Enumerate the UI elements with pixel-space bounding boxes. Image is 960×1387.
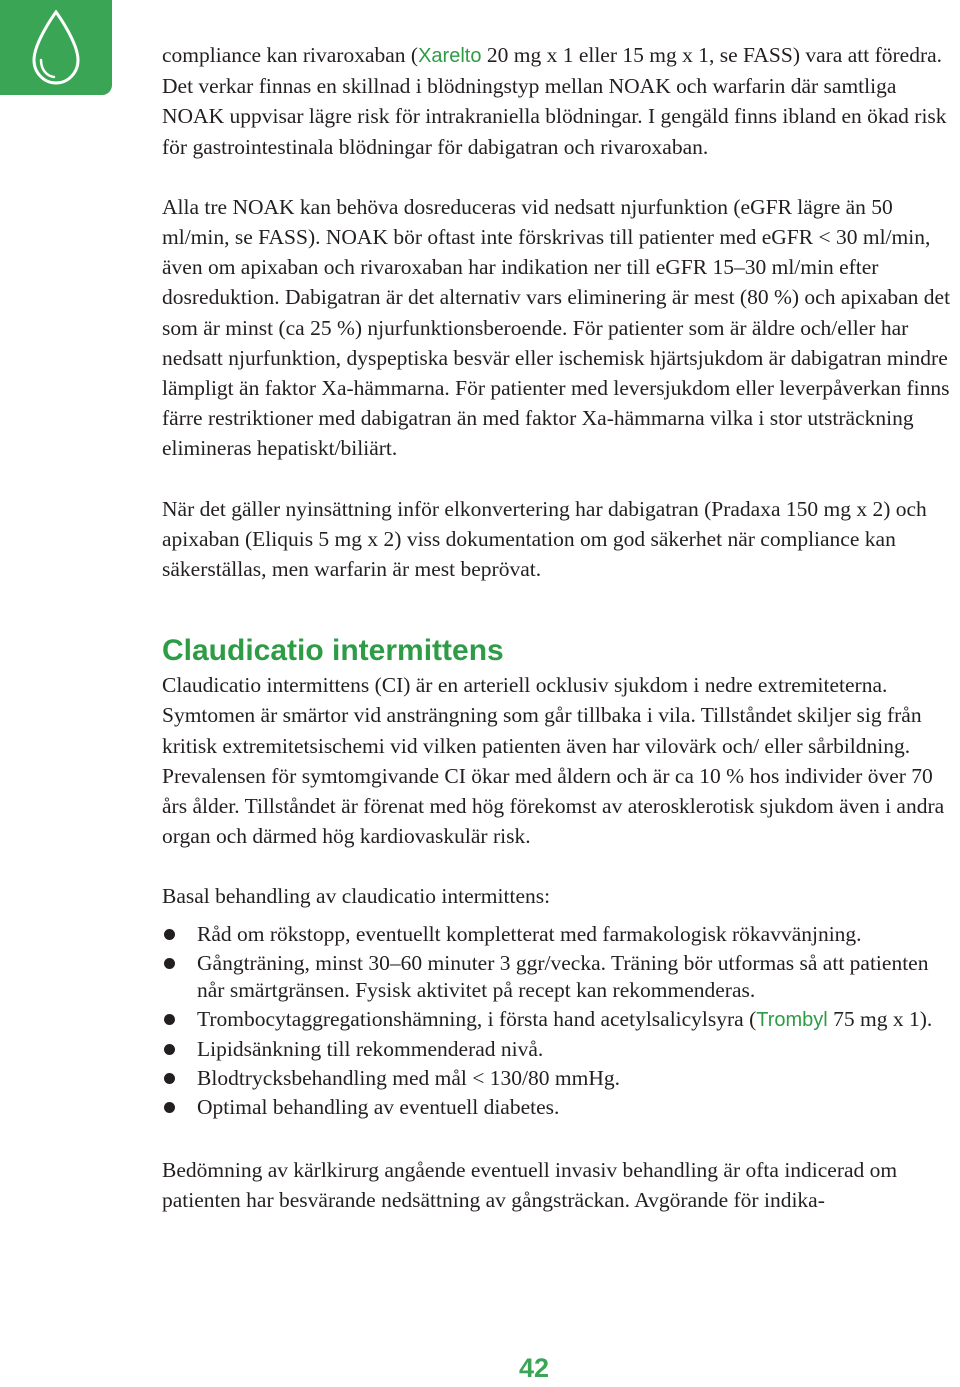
brand-name-xarelto: Xarelto: [418, 45, 482, 67]
paragraph-closing: Bedömning av kärlkirurg angående eventuell invasiv behandling är ofta indicerad om patienten har besvärande nedsättning av gångsträckan. Avgörande för indika-: [162, 1157, 898, 1212]
bullet-icon: [164, 1073, 175, 1084]
bullet-icon: [164, 1014, 175, 1025]
page-content: [162, 40, 954, 1215]
list-item: Optimal behandling av eventuell diabetes.: [162, 1094, 954, 1121]
bullet-icon: [164, 1102, 175, 1113]
bullet-icon: [164, 929, 175, 940]
list-item: Råd om rökstopp, eventuellt kompletterat med farmakologisk rökavvänjning.: [162, 921, 954, 948]
bullet-icon: [164, 958, 175, 969]
paragraph-renal-function: Alla tre NOAK kan behöva dosreduceras vid nedsatt njurfunktion (eGFR lägre än 50 ml/min, se FASS). NOAK bör oftast inte förskrivas till patienter med eGFR < 30 ml/min, även om apixaban och rivaroxaban har indikation ner till eGFR 15–30 ml/min efter dosreduktion. Dabigatran är det alternativ vars eliminering är mest (80 %) och apixaban det som är minst (ca 25 %) njurfunktionsberoende. För patienter som är äldre och/eller har nedsatt njurfunktion, dyspeptiska besvär eller ischemisk hjärtsjukdom är dabigatran mindre lämpligt än faktor Xa-hämmarna. För patienter med leversjukdom eller leverpåverkan finns färre restriktioner med dabigatran än med faktor Xa-hämmarna vilka i stor utsträckning elimineras hepatiskt/biliärt.: [162, 194, 951, 461]
brand-name-trombyl: Trombyl: [756, 1008, 828, 1031]
paragraph-ci-intro: Claudicatio intermittens (CI) är en arteriell ocklusiv sjukdom i nedre extremiteterna. Symtomen är smärtor vid ansträngning som går tillbaka i vila. Tillståndet skiljer sig från kritisk extremitetsischemi vid vilken patienten även har vilovärk och/ eller sårbildning. Prevalensen för symtomgivande CI ökar med åldern och är ca 10 % hos individer över 70 års ålder. Tillståndet är förenat med hög förekomst av aterosklerotisk sjukdom även i andra organ och därmed hög kardiovaskulär risk.: [162, 673, 945, 849]
section-heading: Claudicatio intermittens: [162, 634, 504, 668]
paragraph-compliance: compliance kan rivaroxaban (Xarelto 20 mg x 1 eller 15 mg x 1, se FASS) vara att föredra. Det verkar finnas en skillnad i blödningstyp mellan NOAK och warfarin där samtliga NOAK uppvisar lägre risk för intrakraniella blödningar. I gengäld finns ibland en ökad risk för gastrointestinala blödningar för dabigatran och rivaroxaban.: [162, 43, 947, 159]
list-item: Blodtrycksbehandling med mål < 130/80 mmHg.: [162, 1065, 954, 1092]
paragraph-cardioversion: När det gäller nyinsättning inför elkonvertering har dabigatran (Pradaxa 150 mg x 2) och apixaban (Eliquis 5 mg x 2) viss dokumentation om god säkerhet när compliance kan säkerställas, men warfarin är mest beprövat.: [162, 496, 927, 582]
list-item: Trombocytaggregationshämning, i första hand acetylsalicylsyra (Trombyl 75 mg x 1).: [162, 1006, 954, 1034]
list-item: Gångträning, minst 30–60 minuter 3 ggr/vecka. Träning bör utformas så att patienten når smärtgränsen. Fysisk aktivitet på recept kan rekommenderas.: [162, 950, 954, 1004]
list-heading: Basal behandling av claudicatio intermittens:: [162, 884, 551, 909]
bullet-icon: [164, 1044, 175, 1055]
list-item: Lipidsänkning till rekommenderad nivå.: [162, 1036, 954, 1063]
treatment-list: [162, 921, 954, 1121]
chapter-logo: [0, 0, 112, 95]
water-drop-icon: [26, 8, 86, 88]
page-number: 42: [518, 1353, 550, 1383]
